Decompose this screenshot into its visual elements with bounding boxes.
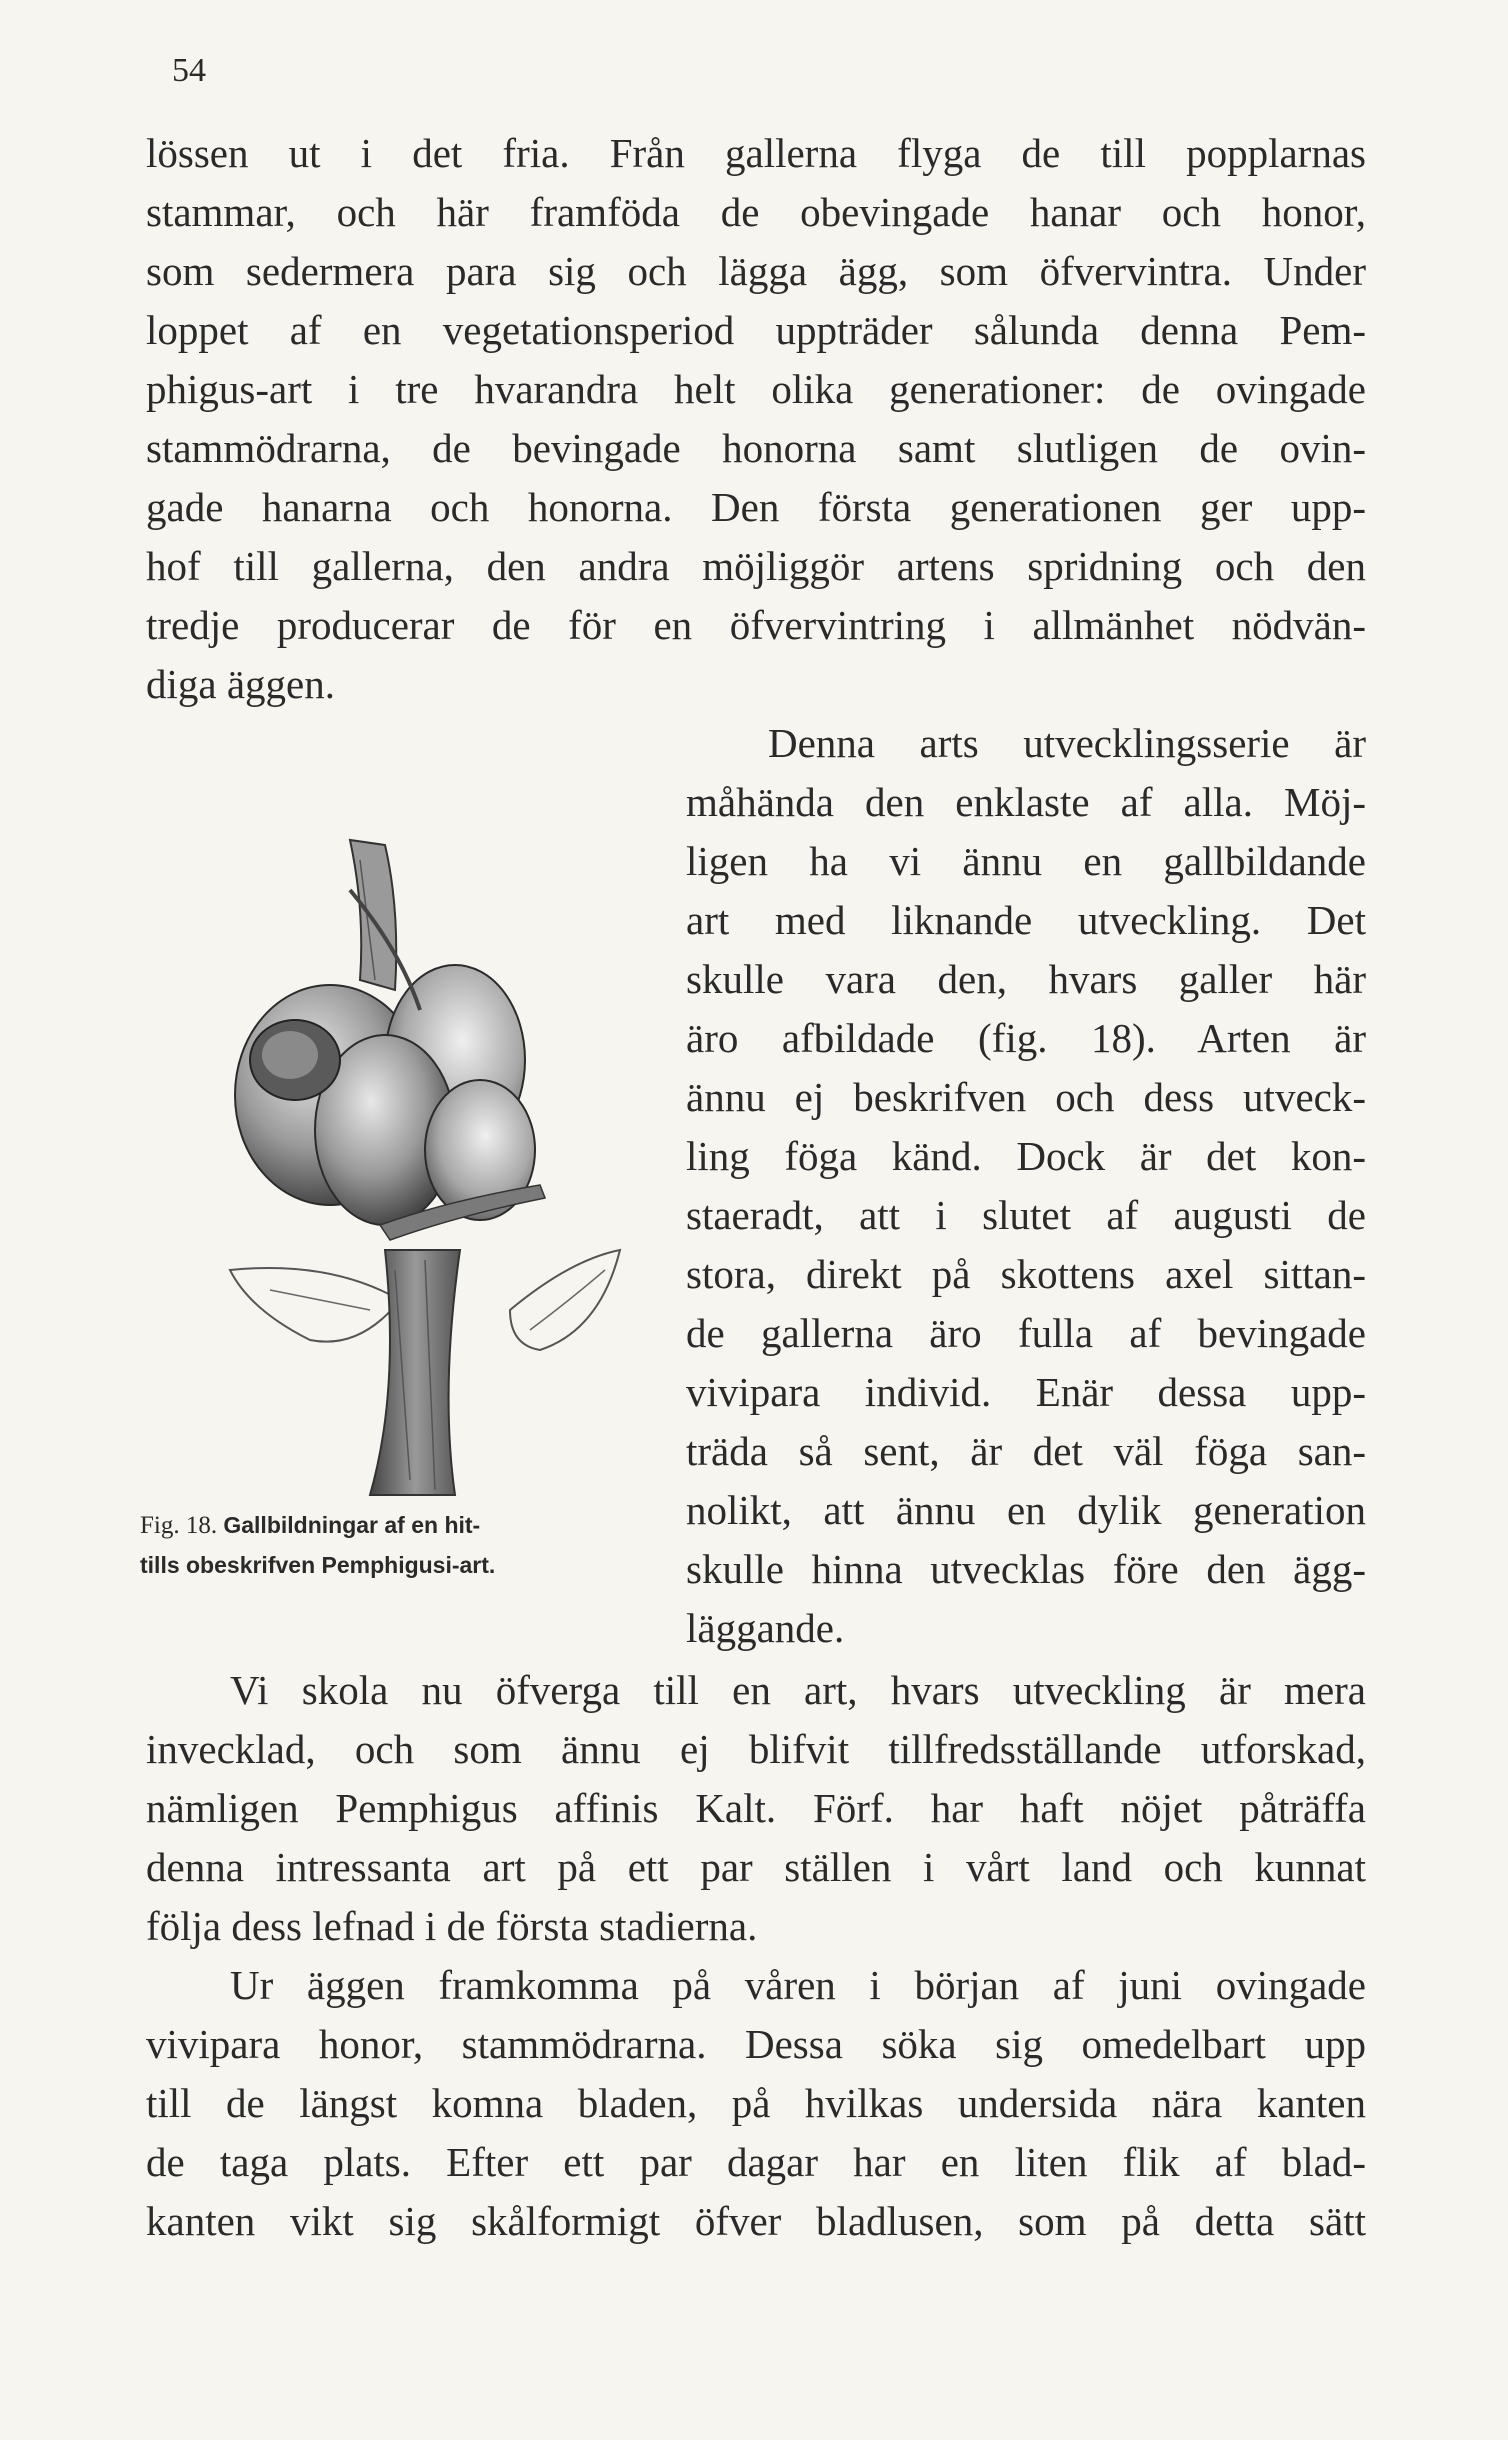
caption-text-2: tills obeskrifven Pemphigusi-art. [140, 1552, 496, 1578]
caption-line-1 [140, 1505, 480, 1546]
text-line: vivipara individ. Enär dessa upp- [686, 1369, 1366, 1415]
page-number: 54 [172, 52, 206, 89]
text-line: skulle hinna utvecklas före den ägg- [686, 1546, 1366, 1592]
caption-line-2 [140, 1545, 495, 1586]
text-line: följa dess lefnad i de första stadierna. [146, 1903, 758, 1949]
gall-illustration [210, 830, 690, 1510]
text-line: ännu ej beskrifven och dess utveck- [686, 1074, 1366, 1120]
text-line: denna intressanta art på ett par ställen i vårt land och kunnat [146, 1844, 1366, 1890]
text-line: lössen ut i det fria. Från gallerna flyga de till popplarnas [146, 130, 1366, 176]
text-line: nämligen Pemphigus affinis Kalt. Förf. har haft nöjet påträffa [146, 1785, 1366, 1831]
text-line: ligen ha vi ännu en gallbildande [686, 838, 1366, 884]
text-line: som sedermera para sig och lägga ägg, som öfvervintra. Under [146, 248, 1366, 294]
text-line: ling föga känd. Dock är det kon- [686, 1133, 1366, 1179]
text-line: vivipara honor, stammödrarna. Dessa söka sig omedelbart upp [146, 2021, 1366, 2067]
text-line: träda så sent, är det väl föga san- [686, 1428, 1366, 1474]
text-line: stammödrarna, de bevingade honorna samt slutligen de ovin- [146, 425, 1366, 471]
text-line: loppet af en vegetationsperiod uppträder sålunda denna Pem- [146, 307, 1366, 353]
text-line: läggande. [686, 1605, 845, 1651]
text-line: phigus-art i tre hvarandra helt olika generationer: de ovingade [146, 366, 1366, 412]
figure-label: Fig. 18. [140, 1512, 218, 1539]
text-line: invecklad, och som ännu ej blifvit tillfredsställande utforskad, [146, 1726, 1366, 1772]
text-line: äro afbildade (fig. 18). Arten är [686, 1015, 1366, 1061]
text-line: tredje producerar de för en öfvervintring i allmänhet nödvän- [146, 602, 1366, 648]
text-line: art med liknande utveckling. Det [686, 897, 1366, 943]
text-line: nolikt, att ännu en dylik generation [686, 1487, 1366, 1533]
text-line: diga äggen. [146, 661, 335, 707]
text-line: stammar, och här framföda de obevingade hanar och honor, [146, 189, 1366, 235]
text-line: stora, direkt på skottens axel sittan- [686, 1251, 1366, 1297]
text-line: staeradt, att i slutet af augusti de [686, 1192, 1366, 1238]
text-line: kanten vikt sig skålformigt öfver bladlusen, som på detta sätt [146, 2198, 1366, 2244]
text-line: Denna arts utvecklingsserie är [768, 720, 1366, 766]
text-line: måhända den enklaste af alla. Möj- [686, 779, 1366, 825]
text-line: hof till gallerna, den andra möjliggör artens spridning och den [146, 543, 1366, 589]
text-line: de gallerna äro fulla af bevingade [686, 1310, 1366, 1356]
text-line: till de längst komna bladen, på hvilkas undersida nära kanten [146, 2080, 1366, 2126]
text-line: Ur äggen framkomma på våren i början af juni ovingade [230, 1962, 1366, 2008]
caption-text-1: Gallbildningar af en hit- [223, 1512, 481, 1538]
text-line: de taga plats. Efter ett par dagar har en liten flik af blad- [146, 2139, 1366, 2185]
text-line: skulle vara den, hvars galler här [686, 956, 1366, 1002]
text-line: Vi skola nu öfverga till en art, hvars utveckling är mera [230, 1667, 1366, 1713]
text-line: gade hanarna och honorna. Den första generationen ger upp- [146, 484, 1366, 530]
